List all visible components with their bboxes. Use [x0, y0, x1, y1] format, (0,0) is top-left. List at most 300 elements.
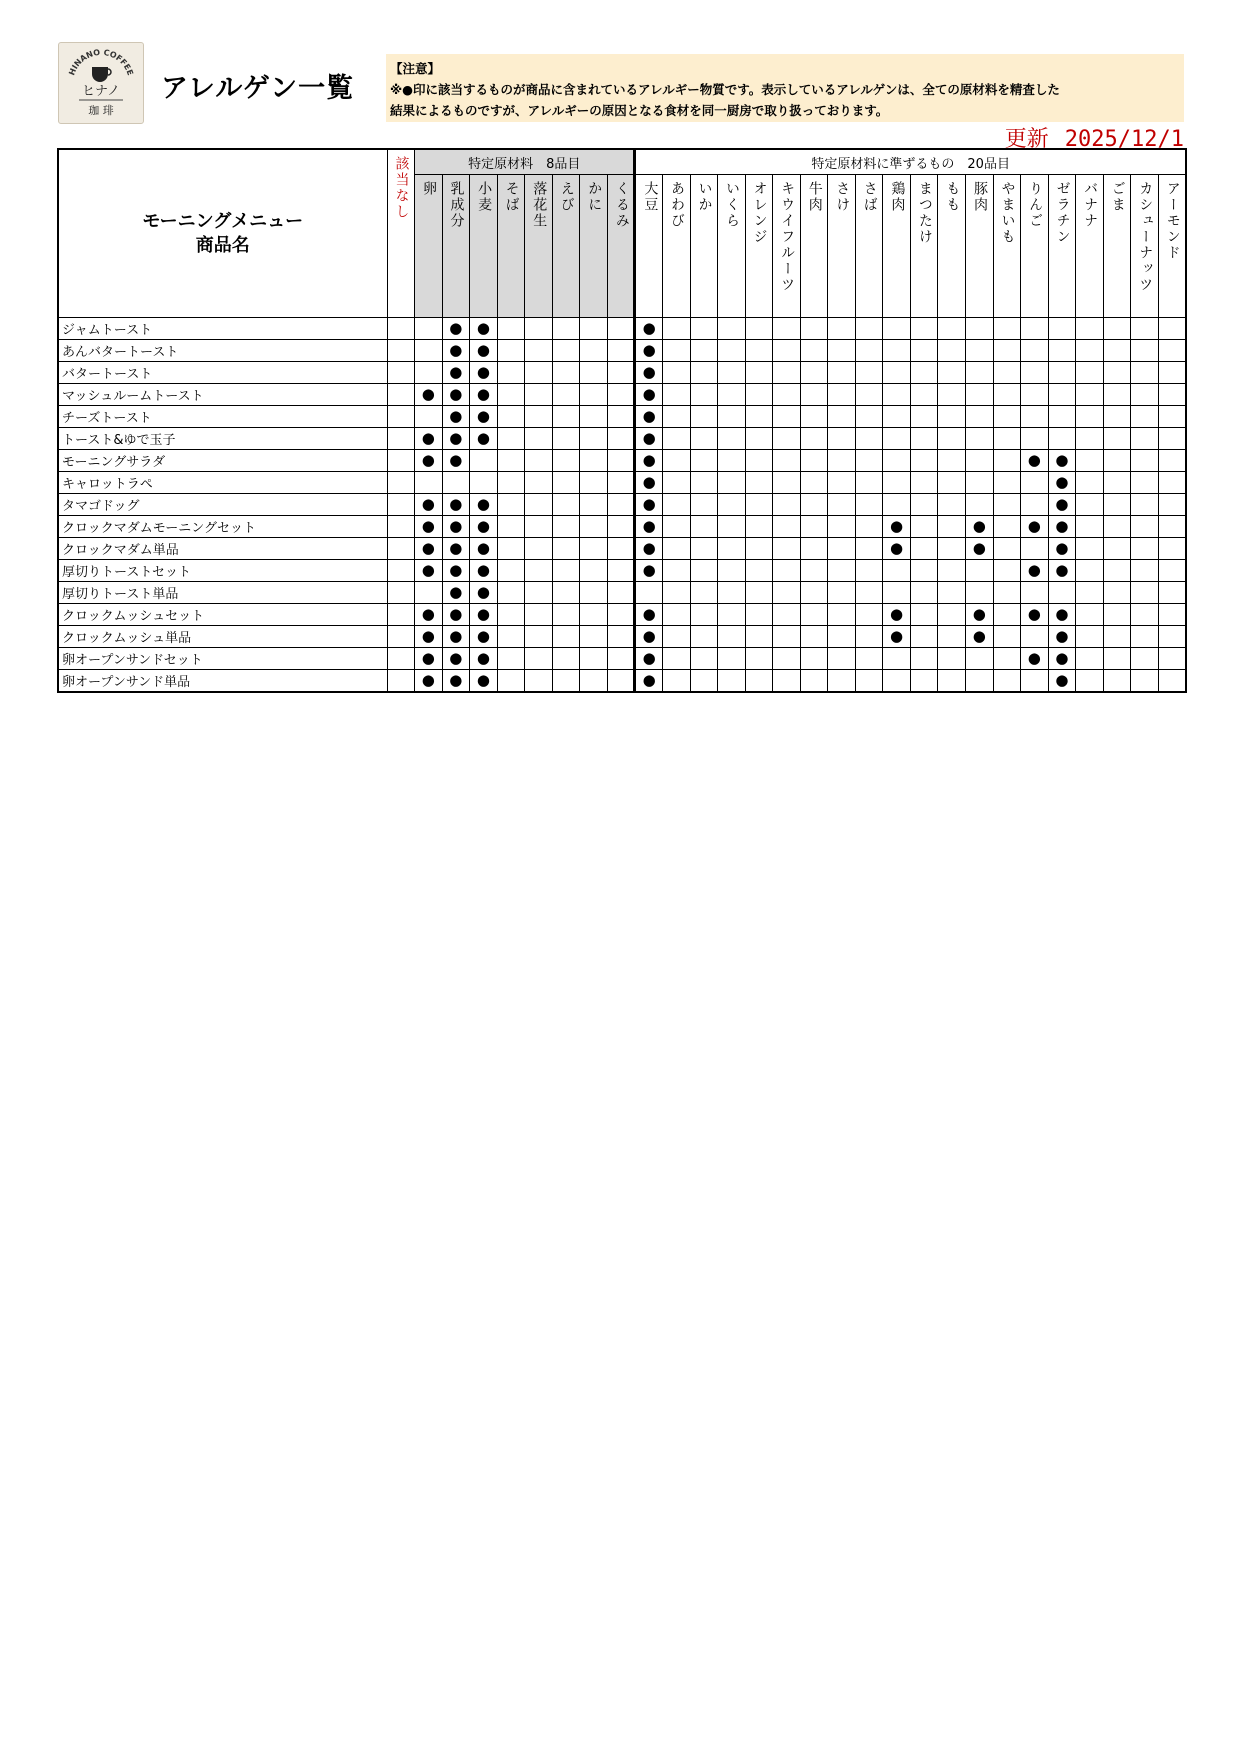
allergen-cell — [1048, 428, 1076, 450]
minor-allergen-group-header: 特定原材料に準ずるもの 20品目 — [635, 149, 1186, 175]
allergen-header-major — [580, 175, 608, 318]
menu-item-name: トースト&ゆで玉子 — [58, 428, 387, 450]
allergen-cell — [773, 318, 801, 340]
allergen-cell — [745, 384, 773, 406]
allergen-cell — [718, 472, 746, 494]
allergen-cell — [497, 604, 525, 626]
allergen-cell — [800, 648, 828, 670]
menu-item-name: 卵オープンサンドセット — [58, 648, 387, 670]
allergen-cell — [690, 670, 718, 693]
allergen-cell — [607, 384, 635, 406]
allergen-cell — [1021, 670, 1049, 693]
allergen-cell — [1021, 406, 1049, 428]
allergen-header-minor — [662, 175, 690, 318]
menu-item-name: モーニングサラダ — [58, 450, 387, 472]
allergen-header-minor — [938, 175, 966, 318]
allergen-cell — [1103, 626, 1131, 648]
allergen-cell — [580, 472, 608, 494]
allergen-cell: ● — [1021, 560, 1049, 582]
allergen-cell: ● — [470, 560, 498, 582]
menu-item-name: キャロットラペ — [58, 472, 387, 494]
allergen-cell — [690, 472, 718, 494]
allergen-cell — [497, 340, 525, 362]
allergen-cell — [800, 494, 828, 516]
allergen-label: もも — [944, 181, 961, 213]
table-row — [58, 582, 1186, 604]
allergen-cell: ● — [470, 626, 498, 648]
table-row — [58, 406, 1186, 428]
allergen-label: 鶏肉 — [889, 181, 906, 213]
allergen-cell — [910, 428, 938, 450]
allergen-cell — [828, 604, 856, 626]
menu-item-name: チーズトースト — [58, 406, 387, 428]
allergen-cell — [1103, 362, 1131, 384]
allergen-label: さば — [861, 181, 878, 213]
allergen-cell — [690, 604, 718, 626]
allergen-cell — [497, 494, 525, 516]
allergen-cell — [607, 670, 635, 693]
allergen-cell — [828, 472, 856, 494]
allergen-cell — [883, 318, 911, 340]
none-cell — [387, 362, 415, 384]
allergen-cell — [965, 582, 993, 604]
allergen-cell — [938, 670, 966, 693]
allergen-cell: ● — [635, 670, 663, 693]
allergen-cell — [607, 648, 635, 670]
logo-bottom-text: 珈 琲 — [88, 104, 114, 117]
allergen-cell — [718, 406, 746, 428]
allergen-header-minor — [718, 175, 746, 318]
allergen-cell — [1076, 582, 1104, 604]
allergen-cell — [1076, 538, 1104, 560]
allergen-cell — [855, 560, 883, 582]
allergen-cell — [1076, 472, 1104, 494]
allergen-cell — [607, 318, 635, 340]
allergen-cell — [1021, 362, 1049, 384]
allergen-cell — [938, 340, 966, 362]
allergen-cell — [910, 560, 938, 582]
allergen-cell — [552, 318, 580, 340]
menu-name-header — [58, 149, 387, 318]
allergen-cell — [910, 516, 938, 538]
allergen-cell — [938, 450, 966, 472]
allergen-cell: ● — [883, 538, 911, 560]
allergen-cell: ● — [1048, 626, 1076, 648]
allergen-cell — [552, 626, 580, 648]
allergen-cell — [1048, 406, 1076, 428]
allergen-cell — [1021, 538, 1049, 560]
allergen-cell: ● — [965, 604, 993, 626]
allergen-cell: ● — [470, 538, 498, 560]
allergen-cell — [525, 428, 553, 450]
allergen-cell — [415, 406, 443, 428]
allergen-cell — [1076, 560, 1104, 582]
allergen-cell — [800, 516, 828, 538]
allergen-cell — [1131, 494, 1159, 516]
allergen-cell — [607, 428, 635, 450]
updated-label: 更新 — [1004, 127, 1049, 152]
allergen-cell — [1158, 428, 1186, 450]
allergen-cell — [938, 582, 966, 604]
allergen-cell — [910, 648, 938, 670]
allergen-cell — [552, 648, 580, 670]
allergen-cell: ● — [965, 538, 993, 560]
allergen-cell — [910, 626, 938, 648]
allergen-cell — [525, 472, 553, 494]
page-title: アレルゲン一覧 — [161, 73, 355, 104]
allergen-cell — [773, 384, 801, 406]
allergen-cell — [745, 604, 773, 626]
none-cell — [387, 670, 415, 693]
none-header — [387, 149, 415, 318]
menu-item-name: 厚切りトースト単品 — [58, 582, 387, 604]
notice-title: 【注意】 — [390, 61, 441, 76]
none-cell — [387, 428, 415, 450]
allergen-cell — [1103, 538, 1131, 560]
allergen-label: くるみ — [613, 181, 630, 229]
allergen-cell — [938, 406, 966, 428]
allergen-cell — [745, 450, 773, 472]
allergen-cell — [800, 406, 828, 428]
allergen-label: いくら — [724, 181, 741, 229]
allergen-cell — [1131, 626, 1159, 648]
allergen-cell — [1131, 318, 1159, 340]
allergen-cell — [1076, 516, 1104, 538]
allergen-cell — [965, 472, 993, 494]
allergen-cell — [690, 318, 718, 340]
allergen-cell — [552, 670, 580, 693]
allergen-header-major — [552, 175, 580, 318]
allergen-cell — [910, 538, 938, 560]
allergen-cell — [993, 648, 1021, 670]
allergen-label: まつたけ — [916, 181, 933, 245]
none-cell — [387, 406, 415, 428]
allergen-cell — [910, 670, 938, 693]
allergen-cell — [745, 626, 773, 648]
allergen-cell — [910, 362, 938, 384]
allergen-cell — [1131, 648, 1159, 670]
allergen-cell — [415, 362, 443, 384]
allergen-cell — [607, 340, 635, 362]
allergen-cell — [938, 384, 966, 406]
allergen-cell — [965, 384, 993, 406]
allergen-cell — [993, 560, 1021, 582]
allergen-cell — [442, 472, 470, 494]
allergen-header-minor — [1158, 175, 1186, 318]
allergen-label: やまいも — [999, 181, 1016, 245]
allergen-cell — [525, 582, 553, 604]
allergen-cell — [773, 582, 801, 604]
allergen-cell — [580, 582, 608, 604]
allergen-cell: ● — [415, 670, 443, 693]
allergen-header-minor — [745, 175, 773, 318]
allergen-cell — [1131, 560, 1159, 582]
allergen-cell — [497, 472, 525, 494]
allergen-cell — [607, 494, 635, 516]
allergen-cell: ● — [470, 516, 498, 538]
allergen-cell — [1048, 318, 1076, 340]
allergen-cell — [773, 560, 801, 582]
allergen-cell — [965, 450, 993, 472]
allergen-cell — [607, 450, 635, 472]
allergen-cell — [855, 516, 883, 538]
allergen-cell — [828, 428, 856, 450]
allergen-cell — [1158, 560, 1186, 582]
allergen-label: 豚肉 — [971, 181, 988, 213]
none-cell — [387, 516, 415, 538]
allergen-cell — [662, 670, 690, 693]
table-row — [58, 362, 1186, 384]
allergen-cell — [580, 428, 608, 450]
allergen-cell — [1021, 626, 1049, 648]
allergen-cell — [662, 472, 690, 494]
allergen-cell — [745, 472, 773, 494]
allergen-cell: ● — [470, 648, 498, 670]
allergen-cell — [993, 450, 1021, 472]
allergen-cell: ● — [635, 648, 663, 670]
allergen-cell — [1048, 362, 1076, 384]
allergen-cell — [883, 428, 911, 450]
allergen-cell — [1158, 494, 1186, 516]
allergen-cell — [497, 362, 525, 384]
allergen-cell — [828, 494, 856, 516]
allergen-cell: ● — [965, 626, 993, 648]
allergen-cell — [497, 384, 525, 406]
allergen-cell — [1158, 340, 1186, 362]
allergen-cell — [552, 494, 580, 516]
allergen-cell — [745, 406, 773, 428]
allergen-cell — [993, 340, 1021, 362]
none-cell — [387, 538, 415, 560]
allergen-header-major — [525, 175, 553, 318]
allergen-cell — [552, 450, 580, 472]
table-row — [58, 472, 1186, 494]
allergen-header-minor — [910, 175, 938, 318]
allergen-cell — [1076, 450, 1104, 472]
allergen-cell: ● — [470, 604, 498, 626]
allergen-cell — [910, 318, 938, 340]
allergen-label: アーモンド — [1164, 181, 1181, 261]
allergen-cell: ● — [635, 318, 663, 340]
allergen-cell — [580, 494, 608, 516]
allergen-cell — [938, 472, 966, 494]
allergen-cell — [718, 670, 746, 693]
allergen-cell — [745, 516, 773, 538]
allergen-cell — [580, 670, 608, 693]
allergen-label: かに — [586, 181, 603, 213]
allergen-cell — [1048, 384, 1076, 406]
allergen-cell — [1103, 340, 1131, 362]
allergen-cell — [800, 384, 828, 406]
allergen-cell — [800, 582, 828, 604]
allergen-cell — [828, 560, 856, 582]
allergen-cell: ● — [1048, 560, 1076, 582]
allergen-label: 大豆 — [642, 181, 659, 213]
allergen-cell — [1158, 472, 1186, 494]
table-row — [58, 670, 1186, 693]
allergen-cell: ● — [442, 384, 470, 406]
allergen-label: いか — [696, 181, 713, 213]
allergen-cell: ● — [470, 428, 498, 450]
allergen-cell — [525, 670, 553, 693]
allergen-cell: ● — [415, 538, 443, 560]
allergen-cell — [938, 648, 966, 670]
allergen-cell: ● — [1048, 604, 1076, 626]
allergen-cell: ● — [470, 340, 498, 362]
allergen-label: 乳成分 — [448, 181, 465, 229]
allergen-cell — [662, 384, 690, 406]
allergen-cell — [718, 560, 746, 582]
notice-box — [386, 54, 1184, 122]
allergen-cell: ● — [442, 582, 470, 604]
allergen-header-minor — [773, 175, 801, 318]
allergen-cell — [662, 560, 690, 582]
allergen-cell — [580, 340, 608, 362]
allergen-cell — [1076, 670, 1104, 693]
allergen-header-minor — [883, 175, 911, 318]
allergen-cell — [855, 340, 883, 362]
allergen-cell — [883, 582, 911, 604]
allergen-cell — [855, 472, 883, 494]
allergen-cell — [1021, 318, 1049, 340]
allergen-cell — [828, 670, 856, 693]
allergen-cell: ● — [415, 604, 443, 626]
allergen-label: えび — [558, 181, 575, 213]
allergen-cell — [718, 516, 746, 538]
allergen-cell — [607, 472, 635, 494]
allergen-cell — [690, 362, 718, 384]
allergen-cell — [415, 582, 443, 604]
allergen-cell — [718, 318, 746, 340]
allergen-cell: ● — [1021, 516, 1049, 538]
allergen-cell — [1076, 648, 1104, 670]
allergen-cell — [525, 604, 553, 626]
allergen-cell: ● — [415, 516, 443, 538]
allergen-cell — [525, 494, 553, 516]
allergen-cell: ● — [442, 670, 470, 693]
allergen-cell — [1131, 384, 1159, 406]
menu-item-name: ジャムトースト — [58, 318, 387, 340]
allergen-cell — [1103, 582, 1131, 604]
allergen-cell: ● — [883, 516, 911, 538]
allergen-cell — [745, 648, 773, 670]
allergen-cell: ● — [883, 626, 911, 648]
allergen-cell — [1158, 670, 1186, 693]
table-row — [58, 560, 1186, 582]
allergen-cell — [497, 648, 525, 670]
allergen-label: りんご — [1027, 181, 1044, 229]
allergen-cell — [993, 626, 1021, 648]
allergen-cell — [1103, 318, 1131, 340]
allergen-cell — [800, 428, 828, 450]
allergen-cell — [1158, 450, 1186, 472]
allergen-cell — [580, 516, 608, 538]
allergen-cell — [1103, 516, 1131, 538]
allergen-cell — [855, 362, 883, 384]
menu-item-name: あんバタートースト — [58, 340, 387, 362]
allergen-cell — [938, 626, 966, 648]
allergen-cell: ● — [415, 494, 443, 516]
allergen-cell: ● — [442, 362, 470, 384]
menu-item-name: タマゴドッグ — [58, 494, 387, 516]
allergen-cell — [993, 362, 1021, 384]
allergen-cell — [415, 318, 443, 340]
allergen-cell — [718, 604, 746, 626]
allergen-cell — [773, 604, 801, 626]
allergen-cell — [525, 626, 553, 648]
allergen-cell — [1021, 340, 1049, 362]
allergen-cell — [883, 472, 911, 494]
allergen-cell — [552, 362, 580, 384]
allergen-cell — [1158, 626, 1186, 648]
allergen-cell — [497, 670, 525, 693]
allergen-cell — [1048, 340, 1076, 362]
allergen-cell — [607, 560, 635, 582]
none-cell — [387, 648, 415, 670]
allergen-cell: ● — [635, 604, 663, 626]
allergen-cell: ● — [635, 494, 663, 516]
allergen-cell — [1103, 472, 1131, 494]
allergen-cell — [552, 582, 580, 604]
allergen-cell — [580, 362, 608, 384]
allergen-cell — [773, 494, 801, 516]
menu-item-name: クロックムッシュ単品 — [58, 626, 387, 648]
allergen-cell — [828, 582, 856, 604]
allergen-cell — [745, 560, 773, 582]
allergen-cell — [828, 538, 856, 560]
allergen-cell — [993, 428, 1021, 450]
menu-item-name: バタートースト — [58, 362, 387, 384]
allergen-cell — [800, 670, 828, 693]
menu-item-name: クロックマダム単品 — [58, 538, 387, 560]
major-allergen-group-header: 特定原材料 8品目 — [415, 149, 635, 175]
allergen-cell — [965, 670, 993, 693]
allergen-cell — [497, 560, 525, 582]
allergen-header-minor — [855, 175, 883, 318]
allergen-cell: ● — [470, 494, 498, 516]
allergen-header-minor — [635, 175, 663, 318]
allergen-cell — [552, 538, 580, 560]
allergen-cell — [718, 428, 746, 450]
allergen-cell — [800, 626, 828, 648]
allergen-cell — [552, 472, 580, 494]
allergen-cell — [993, 472, 1021, 494]
allergen-cell — [718, 494, 746, 516]
allergen-cell — [552, 428, 580, 450]
allergen-cell: ● — [470, 406, 498, 428]
allergen-cell: ● — [965, 516, 993, 538]
allergen-cell — [552, 384, 580, 406]
allergen-cell — [525, 384, 553, 406]
allergen-cell — [497, 626, 525, 648]
allergen-cell — [855, 670, 883, 693]
none-cell — [387, 494, 415, 516]
allergen-cell: ● — [470, 582, 498, 604]
table-row — [58, 516, 1186, 538]
allergen-cell — [745, 340, 773, 362]
allergen-cell: ● — [635, 626, 663, 648]
table-row — [58, 538, 1186, 560]
allergen-cell: ● — [442, 560, 470, 582]
allergen-cell — [1021, 428, 1049, 450]
allergen-cell — [993, 406, 1021, 428]
allergen-cell — [828, 384, 856, 406]
allergen-cell — [993, 384, 1021, 406]
menu-item-name: クロックムッシュセット — [58, 604, 387, 626]
allergen-cell — [1131, 428, 1159, 450]
allergen-cell: ● — [442, 648, 470, 670]
allergen-cell — [855, 450, 883, 472]
